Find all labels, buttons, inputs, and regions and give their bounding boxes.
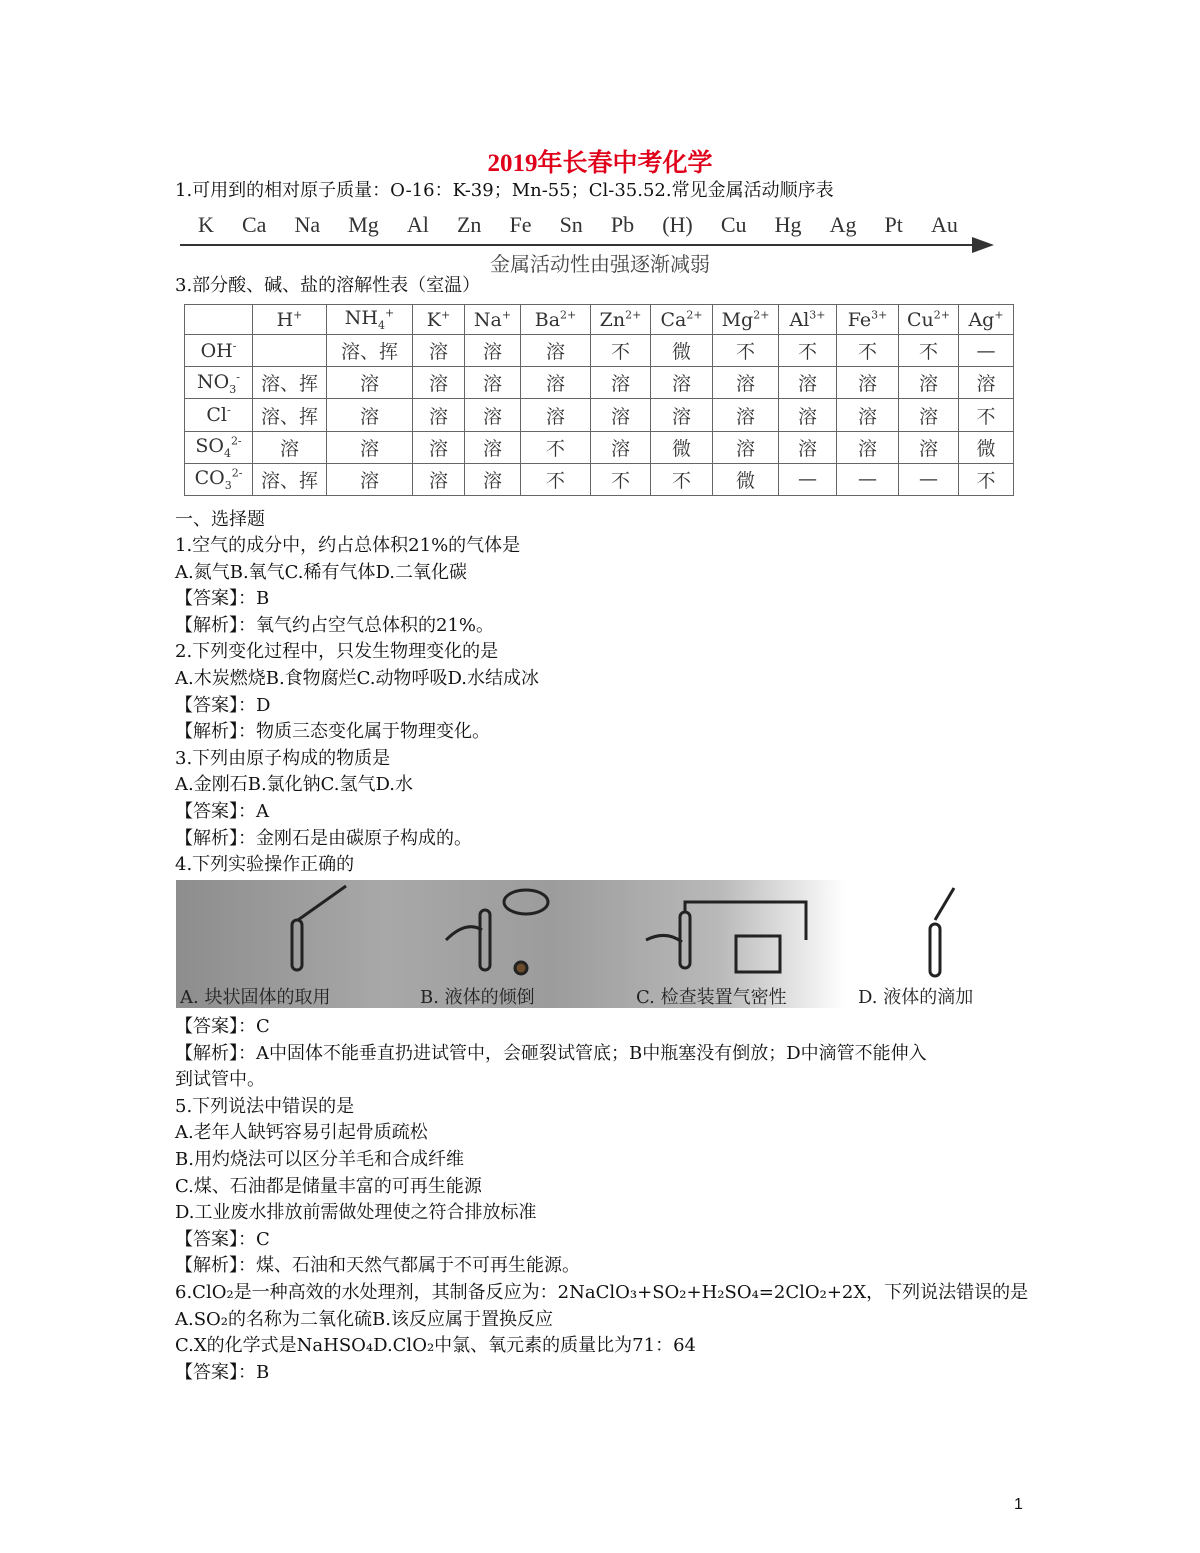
ion-charge: - xyxy=(232,339,237,353)
cation-header xyxy=(413,305,465,335)
ion-label xyxy=(427,309,450,331)
ion-label xyxy=(907,309,950,331)
ion-label xyxy=(474,309,511,331)
solubility-cell: 溶 xyxy=(413,463,465,495)
solubility-cell: — xyxy=(959,335,1014,367)
text-line: 【解析】：氧气约占空气总体积的21%。 xyxy=(175,614,495,636)
solubility-cell: 不 xyxy=(521,431,591,463)
test-tube-a-icon xyxy=(292,920,302,970)
solubility-cell: 溶 xyxy=(327,431,413,463)
cation-header xyxy=(837,305,899,335)
text-line: 1.空气的成分中，约占总体积21%的气体是 xyxy=(175,535,521,556)
solubility-cell: 溶 xyxy=(521,335,591,367)
cation-header xyxy=(779,305,837,335)
metal-symbol: Na xyxy=(294,212,321,237)
ion-charge: 2+ xyxy=(686,308,703,322)
anion-header xyxy=(185,431,253,463)
cation-header xyxy=(253,305,327,335)
test-tube-d-icon xyxy=(930,924,940,976)
solubility-cell: 溶、挥 xyxy=(327,335,413,367)
solubility-cell: — xyxy=(779,463,837,495)
ion-charge: + xyxy=(501,308,512,322)
solubility-cell: 不 xyxy=(837,335,899,367)
ion-symbol: Mg xyxy=(721,308,754,331)
cation-header xyxy=(959,305,1014,335)
solubility-cell: 不 xyxy=(779,335,837,367)
ion-symbol: H xyxy=(276,308,294,331)
text-line: 到试管中。 xyxy=(175,1069,265,1091)
metal-symbol: Au xyxy=(930,212,958,237)
ion-symbol: Na xyxy=(473,308,502,331)
page-title: 2019年长春中考化学 xyxy=(487,150,713,177)
ion-charge: - xyxy=(226,403,231,417)
text-line: 6.ClO₂是一种高效的水处理剂，其制备反应为：2NaClO₃+SO₂+H₂SO₄=2ClO₂+2X，下列说法错误的是 xyxy=(175,1282,1029,1303)
anion-header xyxy=(185,399,253,431)
solubility-cell: 溶 xyxy=(521,367,591,399)
cation-header xyxy=(591,305,651,335)
solubility-cell xyxy=(253,335,327,367)
solubility-cell: 溶 xyxy=(591,399,651,431)
text-line: 【答案】：C xyxy=(175,1228,270,1250)
activity-arrow-caption: 金属活动性由强逐渐减弱 xyxy=(490,252,710,276)
table-row xyxy=(185,463,1014,495)
solubility-cell: 溶 xyxy=(465,431,521,463)
solubility-cell: 微 xyxy=(651,335,713,367)
ion-subscript: 4 xyxy=(223,446,231,460)
table-row xyxy=(185,399,1014,431)
figure-label-b: B. 液体的倾倒 xyxy=(420,987,535,1008)
ion-charge: 2+ xyxy=(625,308,642,322)
solubility-cell: 不 xyxy=(521,463,591,495)
solubility-cell: 溶 xyxy=(713,399,779,431)
tweezers-icon xyxy=(298,886,346,920)
solubility-table xyxy=(184,304,1014,496)
cation-header xyxy=(465,305,521,335)
solubility-cell: 溶 xyxy=(465,463,521,495)
text-line: 4.下列实验操作正确的 xyxy=(175,854,355,876)
ion-label xyxy=(197,370,240,396)
dropper-icon xyxy=(935,888,954,920)
text-line: 【解析】：金刚石是由碳原子构成的。 xyxy=(175,827,472,849)
reagent-bottle-icon xyxy=(504,890,548,914)
solubility-cell: 溶 xyxy=(327,367,413,399)
ion-charge: 2- xyxy=(231,466,243,480)
anion-header xyxy=(185,367,253,399)
text-line: 【答案】：D xyxy=(175,694,271,716)
text-line: 3.下列由原子构成的物质是 xyxy=(175,747,391,769)
text-line: 【解析】：煤、石油和天然气都属于不可再生能源。 xyxy=(175,1255,580,1277)
ion-charge: + xyxy=(384,306,395,320)
ion-label xyxy=(660,309,702,331)
text-line: 【解析】：A中固体不能垂直扔进试管中，会砸裂试管底；B中瓶塞没有倒放；D中滴管不能伸入 xyxy=(175,1042,927,1064)
text-line: 【解析】：物质三态变化属于物理变化。 xyxy=(175,721,490,743)
solubility-cell: 溶 xyxy=(465,399,521,431)
solubility-cell: 溶、挥 xyxy=(253,367,327,399)
solubility-cell: — xyxy=(837,463,899,495)
ion-symbol: CO xyxy=(194,467,225,490)
solubility-cell: 溶 xyxy=(959,367,1014,399)
ion-charge: + xyxy=(440,308,451,322)
page-number: 1 xyxy=(1014,1496,1023,1513)
metal-symbol: Hg xyxy=(774,212,802,237)
ion-charge: + xyxy=(293,308,303,322)
text-line: 5.下列说法中错误的是 xyxy=(175,1095,355,1117)
solubility-cell: 溶 xyxy=(899,399,959,431)
text-line: C.煤、石油都是储量丰富的可再生能源 xyxy=(175,1175,482,1197)
ion-label xyxy=(195,434,242,460)
solubility-cell: 溶 xyxy=(837,367,899,399)
metal-symbol: Al xyxy=(406,212,429,237)
cation-header xyxy=(713,305,779,335)
metal-symbol: (H) xyxy=(662,212,693,237)
text-line: 【答案】：A xyxy=(175,801,269,822)
ion-symbol: Ba xyxy=(534,308,561,331)
text-line: 【答案】：C xyxy=(175,1016,270,1037)
solubility-cell: 不 xyxy=(591,463,651,495)
solubility-cell: 溶 xyxy=(899,431,959,463)
ion-charge: 3+ xyxy=(871,308,888,322)
solubility-cell: 溶 xyxy=(521,399,591,431)
ion-charge: 2- xyxy=(230,434,242,448)
ion-symbol: K xyxy=(426,308,441,331)
solubility-cell: 溶 xyxy=(779,367,837,399)
ion-label xyxy=(206,404,230,426)
text-line: 2.下列变化过程中，只发生物理变化的是 xyxy=(175,641,499,663)
ion-label xyxy=(968,309,1003,331)
solubility-cell: 溶 xyxy=(651,367,713,399)
solubility-cell: — xyxy=(899,463,959,495)
ion-label xyxy=(600,309,642,331)
solubility-cell: 不 xyxy=(591,335,651,367)
anion-header xyxy=(185,463,253,495)
table-corner-cell xyxy=(185,305,253,335)
ion-label xyxy=(722,309,770,331)
text-line: A.氮气B.氧气C.稀有气体D.二氧化碳 xyxy=(175,561,468,583)
text-line: B.用灼烧法可以区分羊毛和合成纤维 xyxy=(175,1149,464,1170)
solubility-cell: 微 xyxy=(651,431,713,463)
ion-symbol: Cl xyxy=(206,404,227,427)
ion-symbol: Zn xyxy=(599,308,626,331)
test-tube-b-icon xyxy=(480,910,490,970)
solubility-cell: 溶 xyxy=(837,399,899,431)
solubility-cell: 溶 xyxy=(327,463,413,495)
ion-charge: + xyxy=(994,308,1004,322)
intro-line-1: 1.可用到的相对原子质量：O-16：K-39；Mn-55；Cl-35.52.常见金属活动顺序表 xyxy=(175,180,834,201)
text-line: C.X的化学式是NaHSO₄D.ClO₂中氯、氧元素的质量比为71：64 xyxy=(175,1335,696,1357)
ion-symbol: Ag xyxy=(968,308,995,331)
table-header-row xyxy=(185,305,1014,335)
metal-symbol: K xyxy=(198,212,214,237)
solubility-cell: 溶 xyxy=(413,335,465,367)
ion-symbol: Al xyxy=(789,308,810,331)
solubility-cell: 不 xyxy=(959,463,1014,495)
solubility-cell: 溶 xyxy=(465,367,521,399)
solubility-cell: 溶 xyxy=(465,335,521,367)
metal-symbol: Ag xyxy=(829,212,857,237)
solubility-cell: 不 xyxy=(899,335,959,367)
solubility-cell: 不 xyxy=(713,335,779,367)
ion-label xyxy=(277,309,303,331)
metal-symbol: Sn xyxy=(559,212,583,237)
metal-activity-series xyxy=(198,212,958,238)
solubility-cell: 溶、挥 xyxy=(253,463,327,495)
solubility-cell: 溶 xyxy=(413,431,465,463)
ion-charge: 2+ xyxy=(560,308,577,322)
table-row xyxy=(185,431,1014,463)
ion-label xyxy=(194,466,243,492)
cation-header xyxy=(521,305,591,335)
solubility-cell: 微 xyxy=(959,431,1014,463)
solubility-cell: 溶 xyxy=(253,431,327,463)
solubility-cell: 溶 xyxy=(651,399,713,431)
anion-header xyxy=(185,335,253,367)
bottle-stopper-icon xyxy=(515,962,527,974)
solubility-cell: 溶 xyxy=(591,431,651,463)
figure-label-c: C. 检查装置气密性 xyxy=(636,987,787,1008)
ion-charge: 2+ xyxy=(933,308,950,322)
ion-label xyxy=(201,340,237,362)
beaker-icon xyxy=(736,936,780,972)
metal-symbol: Ca xyxy=(241,212,267,237)
metal-symbol: Pt xyxy=(884,212,903,237)
solubility-cell: 溶 xyxy=(413,367,465,399)
solubility-cell: 不 xyxy=(959,399,1014,431)
intro-line-3: 3.部分酸、碱、盐的溶解性表（室温） xyxy=(175,275,481,296)
solubility-cell: 微 xyxy=(713,463,779,495)
ion-label xyxy=(789,309,825,331)
ion-symbol: Ca xyxy=(660,308,687,331)
text-line: 【答案】：B xyxy=(175,1361,270,1383)
ion-symbol: Cu xyxy=(907,308,934,331)
solubility-cell: 溶、挥 xyxy=(253,399,327,431)
table-row xyxy=(185,335,1014,367)
text-line: D.工业废水排放前需做处理使之符合排放标准 xyxy=(175,1202,537,1224)
table-row xyxy=(185,367,1014,399)
metal-symbol: Cu xyxy=(720,212,747,237)
ion-subscript: 3 xyxy=(229,382,237,396)
solubility-cell: 不 xyxy=(651,463,713,495)
ion-subscript: 3 xyxy=(224,478,232,492)
ion-symbol: Fe xyxy=(847,308,872,331)
section-heading: 一、选择题 xyxy=(175,509,265,530)
cation-header xyxy=(651,305,713,335)
metal-symbol: Mg xyxy=(348,212,379,237)
figure-label-a: A. 块状固体的取用 xyxy=(180,987,331,1008)
solubility-cell: 溶 xyxy=(413,399,465,431)
figure-label-d: D. 液体的滴加 xyxy=(858,987,974,1008)
activity-arrow-line xyxy=(180,244,980,246)
hand-b-icon xyxy=(446,927,482,940)
ion-symbol: NH xyxy=(344,307,378,330)
solubility-cell: 溶 xyxy=(713,431,779,463)
solubility-cell: 溶 xyxy=(591,367,651,399)
metal-symbol: Fe xyxy=(509,212,532,237)
ion-label xyxy=(848,309,888,331)
delivery-tube-icon xyxy=(685,902,806,940)
text-line: A.老年人缺钙容易引起骨质疏松 xyxy=(175,1122,428,1144)
ion-subscript: 4 xyxy=(377,319,385,333)
solubility-cell: 溶 xyxy=(327,399,413,431)
hand-c-icon xyxy=(646,935,682,942)
text-line: 【答案】：B xyxy=(175,588,270,610)
ion-charge: - xyxy=(236,370,240,384)
ion-charge: 3+ xyxy=(809,308,826,322)
ion-label xyxy=(344,306,395,333)
solubility-cell: 溶 xyxy=(837,431,899,463)
text-line: A.金刚石B.氯化钠C.氢气D.水 xyxy=(175,774,414,796)
text-line: A.SO₂的名称为二氧化硫B.该反应属于置换反应 xyxy=(175,1308,553,1330)
ion-label xyxy=(535,309,577,331)
cation-header xyxy=(327,305,413,335)
metal-symbol: Zn xyxy=(456,212,482,237)
metal-symbol: Pb xyxy=(610,212,635,237)
cation-header xyxy=(899,305,959,335)
ion-symbol: OH xyxy=(200,339,233,362)
text-line: A.木炭燃烧B.食物腐烂C.动物呼吸D.水结成冰 xyxy=(175,668,540,689)
solubility-cell: 溶 xyxy=(779,431,837,463)
ion-symbol: SO xyxy=(195,434,224,457)
ion-symbol: NO xyxy=(197,370,230,393)
solubility-cell: 溶 xyxy=(779,399,837,431)
solubility-cell: 溶 xyxy=(899,367,959,399)
ion-charge: 2+ xyxy=(753,308,770,322)
solubility-cell: 溶 xyxy=(713,367,779,399)
